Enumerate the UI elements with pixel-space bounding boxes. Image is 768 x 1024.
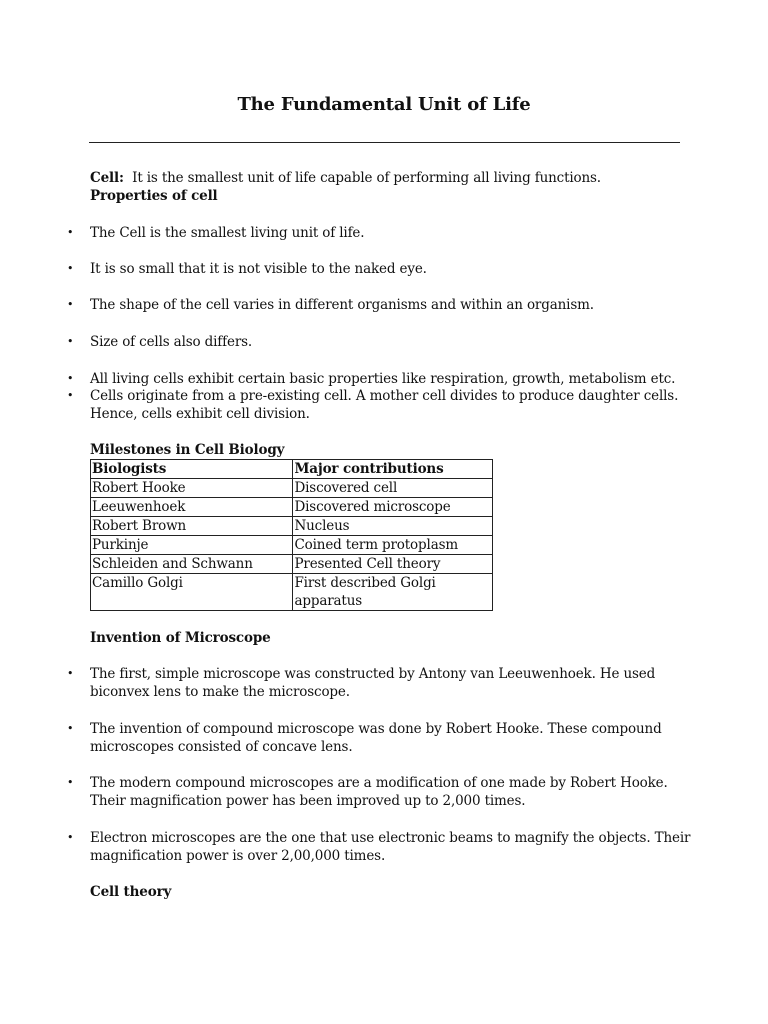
property-item: Cells originate from a pre-existing cell. A mother cell divides to produce daughter cells. xyxy=(90,388,679,404)
table-row xyxy=(91,498,493,517)
table-cell-contribution: Discovered microscope xyxy=(293,498,493,517)
microscope-item-line: magnification power is over 2,00,000 times. xyxy=(90,848,386,864)
table-cell-contribution: First described Golgi apparatus xyxy=(293,574,493,611)
table-row xyxy=(91,574,493,611)
table-cell-contribution: Discovered cell xyxy=(293,479,493,498)
bullet-icon: • xyxy=(67,298,74,311)
microscope-item-line: Electron microscopes are the one that use electronic beams to magnify the objects. Their xyxy=(90,830,691,846)
table-cell-biologist: Robert Brown xyxy=(91,517,293,536)
microscope-item-line: Their magnification power has been improved up to 2,000 times. xyxy=(90,793,526,809)
property-item: All living cells exhibit certain basic properties like respiration, growth, metabolism etc. xyxy=(90,371,676,387)
column-header-contributions: Major contributions xyxy=(293,460,493,479)
property-item: The shape of the cell varies in different organisms and within an organism. xyxy=(90,297,594,313)
microscope-item-line: biconvex lens to make the microscope. xyxy=(90,684,350,700)
table-row xyxy=(91,517,493,536)
microscope-item-line: The modern compound microscopes are a modification of one made by Robert Hooke. xyxy=(90,775,668,791)
property-item-continued: Hence, cells exhibit cell division. xyxy=(90,406,310,422)
table-row xyxy=(91,536,493,555)
table-cell-biologist: Camillo Golgi xyxy=(91,574,293,611)
bullet-icon: • xyxy=(67,776,74,789)
bullet-icon: • xyxy=(67,389,74,402)
table-cell-contribution: Coined term protoplasm xyxy=(293,536,493,555)
bullet-icon: • xyxy=(67,722,74,735)
table-cell-contribution: Nucleus xyxy=(293,517,493,536)
table-cell-contribution: Presented Cell theory xyxy=(293,555,493,574)
bullet-icon: • xyxy=(67,667,74,680)
table-cell-biologist: Schleiden and Schwann xyxy=(91,555,293,574)
property-item: It is so small that it is not visible to the naked eye. xyxy=(90,261,427,277)
table-cell-biologist: Purkinje xyxy=(91,536,293,555)
microscope-item-line: microscopes consisted of concave lens. xyxy=(90,739,353,755)
microscope-item-line: The first, simple microscope was constructed by Antony van Leeuwenhoek. He used xyxy=(90,666,656,682)
milestones-heading: Milestones in Cell Biology xyxy=(90,442,285,458)
properties-heading: Properties of cell xyxy=(90,188,218,204)
cell-definition-text: It is the smallest unit of life capable of performing all living functions. xyxy=(132,170,601,186)
table-row xyxy=(91,479,493,498)
bullet-icon: • xyxy=(67,262,74,275)
column-header-biologists: Biologists xyxy=(91,460,293,479)
microscope-item-line: The invention of compound microscope was done by Robert Hooke. These compound xyxy=(90,721,662,737)
table-cell-biologist: Robert Hooke xyxy=(91,479,293,498)
bullet-icon: • xyxy=(67,372,74,385)
property-item: Size of cells also differs. xyxy=(90,334,253,350)
cell-theory-heading: Cell theory xyxy=(90,884,172,900)
page-title: The Fundamental Unit of Life xyxy=(237,94,531,115)
cell-term-colon: : xyxy=(119,170,124,186)
cell-term: Cell xyxy=(90,170,119,186)
title-divider xyxy=(89,142,680,143)
table-cell-biologist: Leeuwenhoek xyxy=(91,498,293,517)
table-header-row xyxy=(91,460,493,479)
microscope-heading: Invention of Microscope xyxy=(90,630,271,646)
bullet-icon: • xyxy=(67,226,74,239)
property-item: The Cell is the smallest living unit of life. xyxy=(90,225,365,241)
milestones-table xyxy=(90,459,493,611)
bullet-icon: • xyxy=(67,831,74,844)
cell-definition xyxy=(90,169,601,187)
bullet-icon: • xyxy=(67,335,74,348)
table-row xyxy=(91,555,493,574)
